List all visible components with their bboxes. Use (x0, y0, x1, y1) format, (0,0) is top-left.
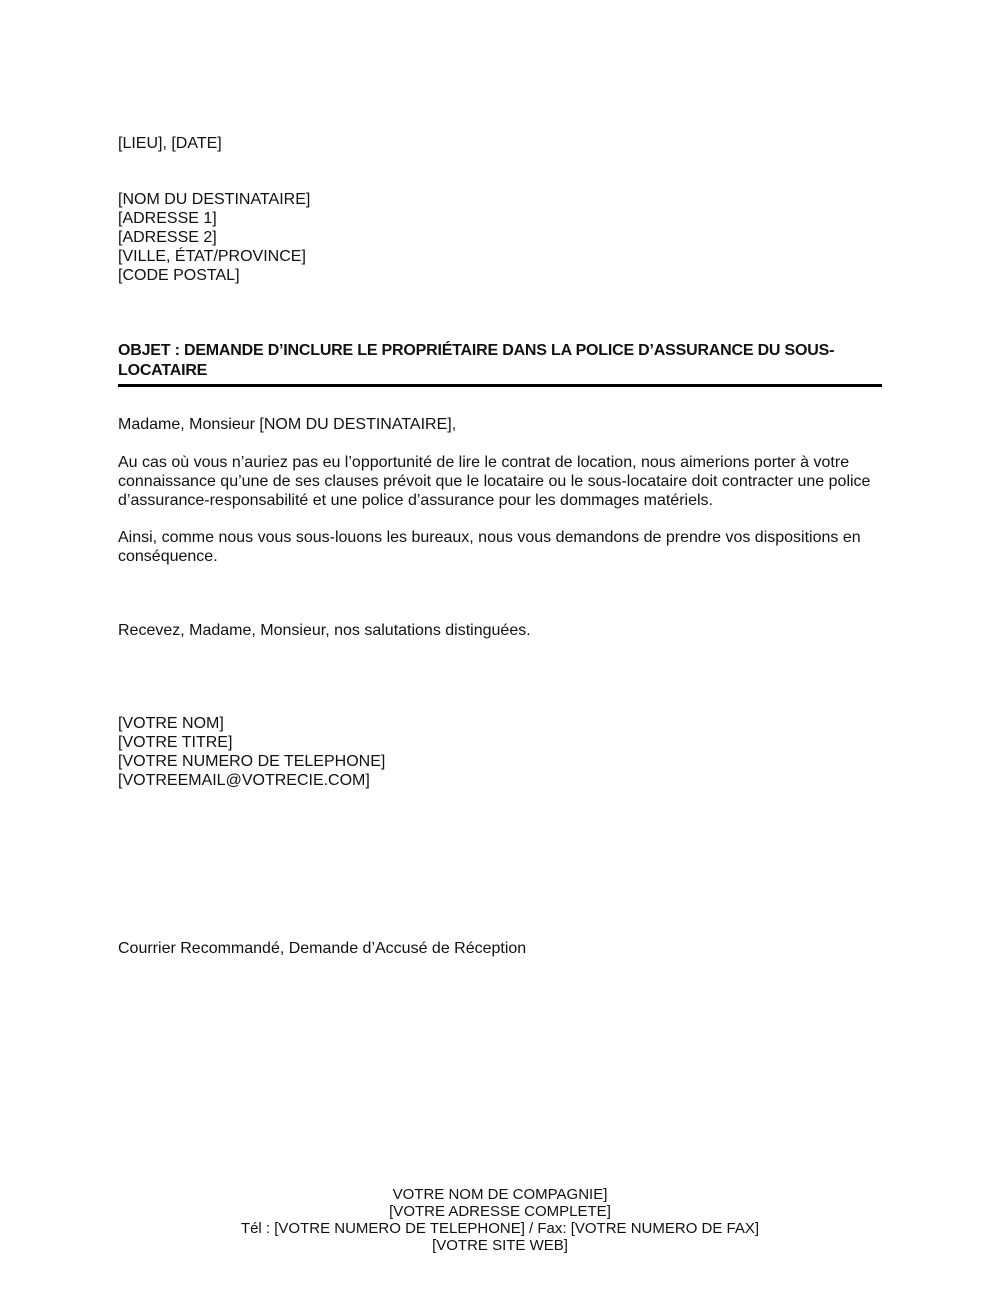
footer-company: VOTRE NOM DE COMPAGNIE] (392, 1186, 608, 1203)
recipient-address-block (118, 190, 888, 285)
body-paragraph-text: Au cas où vous n’auriez pas eu l’opportunité de lire le contrat de location, nous aimerions porter à votre connaissance qu’une de ses clauses prévoit que le locataire ou le sous-locataire doit contracter une police d’assurance-responsabilité et une police d’assurance pour les dommages matériels. (118, 454, 871, 509)
salutation-text: Madame, Monsieur [NOM DU DESTINATAIRE], (118, 416, 457, 433)
signature-email: [VOTREEMAIL@VOTRECIE.COM] (118, 772, 370, 789)
delivery-note (118, 939, 888, 958)
signature-name: [VOTRE NOM] (118, 715, 224, 732)
recipient-name: [NOM DU DESTINATAIRE] (118, 191, 311, 208)
recipient-city-state: [VILLE, ÉTAT/PROVINCE] (118, 248, 306, 265)
footer-address: [VOTRE ADRESSE COMPLETE] (389, 1203, 611, 1220)
place-date (118, 134, 888, 153)
place-date-text: [LIEU], [DATE] (118, 135, 222, 152)
closing (118, 621, 888, 640)
recipient-address-2: [ADRESSE 2] (118, 229, 217, 246)
subject-divider (118, 384, 882, 387)
footer-website: [VOTRE SITE WEB] (432, 1237, 568, 1254)
subject-text: OBJET : DEMANDE D’INCLURE LE PROPRIÉTAIRE DANS LA POLICE D’ASSURANCE DU SOUS-LOCATAIRE (118, 342, 835, 379)
subject-line (118, 341, 882, 381)
delivery-note-text: Courrier Recommandé, Demande d’Accusé de Réception (118, 940, 527, 957)
signature-title: [VOTRE TITRE] (118, 734, 233, 751)
signature-phone: [VOTRE NUMERO DE TELEPHONE] (118, 753, 386, 770)
footer-contact: Tél : [VOTRE NUMERO DE TELEPHONE] / Fax: [VOTRE NUMERO DE FAX] (240, 1220, 760, 1237)
letterhead-footer (0, 1186, 1000, 1254)
recipient-postal-code: [CODE POSTAL] (118, 267, 240, 284)
body-paragraph-1 (118, 453, 888, 510)
body-paragraph-2 (118, 528, 888, 566)
closing-text: Recevez, Madame, Monsieur, nos salutations distinguées. (118, 622, 531, 639)
recipient-address-1: [ADRESSE 1] (118, 210, 217, 227)
signature-block (118, 714, 888, 790)
salutation (118, 415, 888, 434)
body-paragraph-text: Ainsi, comme nous vous sous-louons les bureaux, nous vous demandons de prendre vos dispositions en conséquence. (118, 529, 861, 565)
